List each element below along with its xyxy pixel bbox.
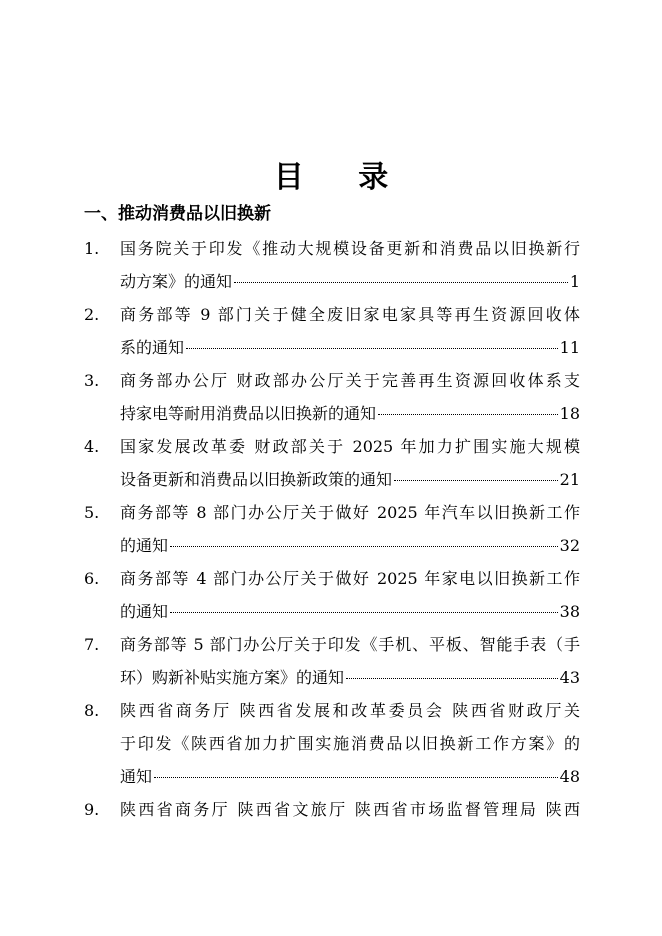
toc-entry-final-line — [120, 331, 580, 364]
toc-entry-number: 3. — [84, 371, 100, 390]
toc-entry-text: 于印发《陕西省加力扩围实施消费品以旧换新工作方案》的 — [120, 734, 580, 753]
toc-entry[interactable] — [84, 628, 580, 694]
toc-entry-final-line — [120, 397, 580, 430]
section-heading: 一、推动消费品以旧换新 — [84, 204, 271, 224]
toc-entry-number: 8. — [84, 701, 100, 720]
toc-page-number: 38 — [559, 602, 580, 621]
dot-leader — [186, 348, 558, 349]
toc-entry-text: 陕西省商务厅 陕西省发展和改革委员会 陕西省财政厅关 — [120, 701, 580, 720]
toc-entry-final-line — [120, 595, 580, 628]
toc-page-number: 32 — [559, 536, 580, 555]
toc-entry-number: 2. — [84, 305, 100, 324]
toc-entry-text: 国务院关于印发《推动大规模设备更新和消费品以旧换新行 — [120, 239, 580, 258]
toc-entry[interactable] — [84, 364, 580, 430]
toc-entry-number: 6. — [84, 569, 100, 588]
toc-entry-number: 5. — [84, 503, 100, 522]
toc-entry-text: 动方案》的通知 — [120, 272, 233, 291]
toc-page-number: 11 — [559, 338, 580, 357]
toc-entry-final-line — [120, 265, 580, 298]
dot-leader — [154, 777, 558, 778]
toc-entry-text: 商务部等 4 部门办公厅关于做好 2025 年家电以旧换新工作 — [120, 569, 580, 588]
toc-entry-text: 系的通知 — [120, 338, 185, 357]
toc-entry-text: 商务部办公厅 财政部办公厅关于完善再生资源回收体系支 — [120, 371, 580, 390]
toc-entry-final-line — [120, 661, 580, 694]
toc-entry-number: 9. — [84, 800, 100, 819]
dot-leader — [346, 678, 558, 679]
toc-page-number: 43 — [559, 668, 580, 687]
toc-page-number: 1 — [569, 272, 580, 291]
toc-entry[interactable] — [84, 232, 580, 298]
toc-entry-text: 商务部等 5 部门办公厅关于印发《手机、平板、智能手表（手 — [120, 635, 580, 654]
toc-entry-text: 商务部等 9 部门关于健全废旧家电家具等再生资源回收体 — [120, 305, 580, 324]
toc-entry-text: 环）购新补贴实施方案》的通知 — [120, 668, 345, 687]
toc-entry[interactable] — [84, 430, 580, 496]
dot-leader — [234, 282, 568, 283]
toc-entry[interactable] — [84, 793, 580, 826]
toc-entry-text: 陕西省商务厅 陕西省文旅厅 陕西省市场监督管理局 陕西 — [120, 800, 580, 819]
toc-entry-text: 的通知 — [120, 602, 169, 621]
toc-entry-number: 7. — [84, 635, 100, 654]
dot-leader — [378, 414, 558, 415]
toc-entry-final-line — [120, 463, 580, 496]
toc-entry-text: 通知 — [120, 767, 153, 786]
toc-entry-final-line — [120, 529, 580, 562]
dot-leader — [170, 612, 558, 613]
toc-entry-final-line — [120, 760, 580, 793]
toc-entry-text: 国家发展改革委 财政部关于 2025 年加力扩围实施大规模 — [120, 437, 580, 456]
toc-entry-text: 设备更新和消费品以旧换新政策的通知 — [120, 470, 393, 489]
toc-entry-text: 商务部等 8 部门办公厅关于做好 2025 年汽车以旧换新工作 — [120, 503, 580, 522]
dot-leader — [394, 480, 558, 481]
page-title: 目 录 — [273, 160, 411, 195]
toc-entry[interactable] — [84, 496, 580, 562]
toc-page-number: 21 — [559, 470, 580, 489]
table-of-contents — [84, 232, 580, 826]
toc-entry-text: 持家电等耐用消费品以旧换新的通知 — [120, 404, 377, 423]
toc-entry[interactable] — [84, 562, 580, 628]
dot-leader — [170, 546, 558, 547]
toc-page-number: 48 — [559, 767, 580, 786]
toc-entry[interactable] — [84, 298, 580, 364]
toc-entry-number: 4. — [84, 437, 100, 456]
toc-entry-number: 1. — [84, 239, 100, 258]
toc-page-number: 18 — [559, 404, 580, 423]
toc-entry-text: 的通知 — [120, 536, 169, 555]
toc-entry[interactable] — [84, 694, 580, 793]
